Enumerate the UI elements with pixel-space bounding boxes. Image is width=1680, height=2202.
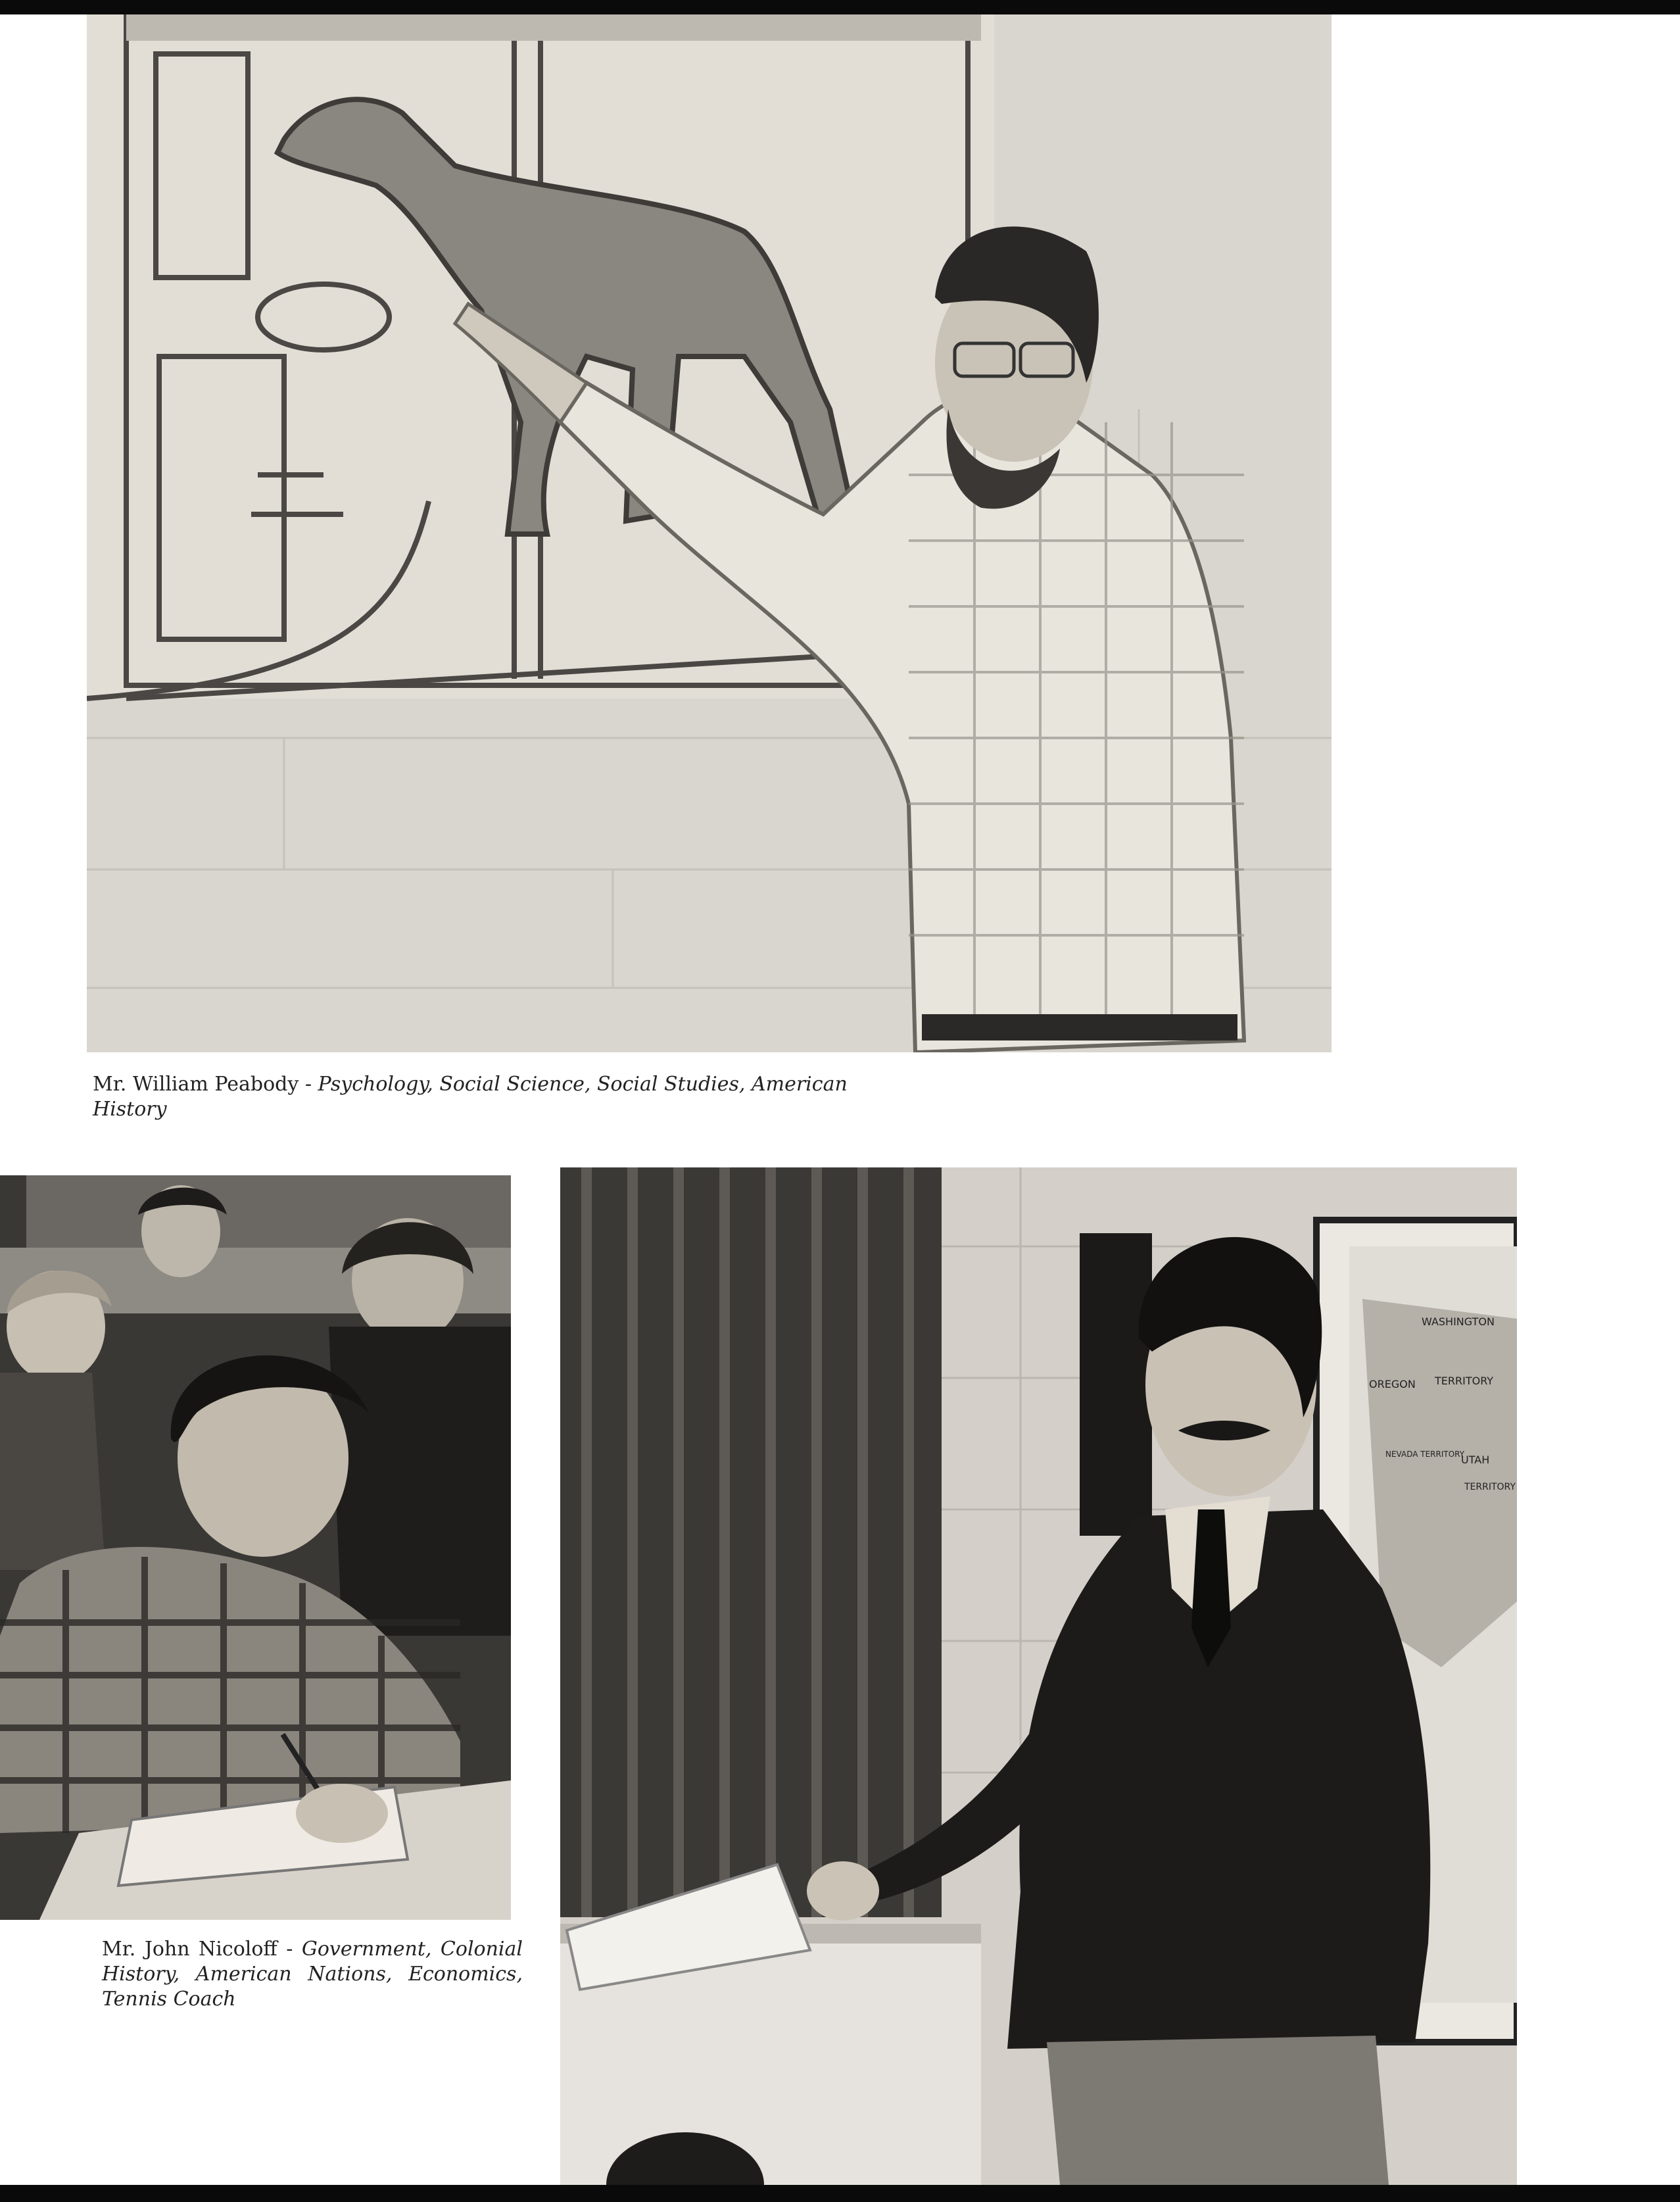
- caption-nicoloff-subjects: Government, Colonial History, American Nations, Economics, Tennis Coach: [102, 1938, 523, 2011]
- caption-nicoloff-name: Mr. John Nicoloff -: [102, 1938, 293, 1961]
- photo-nicoloff-students: [0, 1175, 511, 1920]
- map-label-utah-territory: TERRITORY: [1464, 1482, 1516, 1492]
- map-label-nevada: NEVADA TERRITORY: [1385, 1450, 1465, 1459]
- map-label-oregon: OREGON: [1369, 1378, 1416, 1390]
- caption-peabody-subjects: Psychology, Social Science, Social Studies, American History: [93, 1073, 848, 1121]
- photo-peabody: [87, 14, 1332, 1052]
- page-top-border: [0, 0, 1680, 14]
- map-label-washington: WASHINGTON: [1422, 1315, 1495, 1328]
- caption-peabody: [93, 1072, 882, 1122]
- photo-nicoloff-teacher: [560, 1167, 1517, 2185]
- map-label-territory: TERRITORY: [1435, 1375, 1494, 1387]
- map-label-utah: UTAH: [1461, 1454, 1490, 1466]
- caption-nicoloff: [102, 1937, 523, 2012]
- page-bottom-border: [0, 2185, 1680, 2202]
- caption-peabody-name: Mr. William Peabody -: [93, 1073, 312, 1096]
